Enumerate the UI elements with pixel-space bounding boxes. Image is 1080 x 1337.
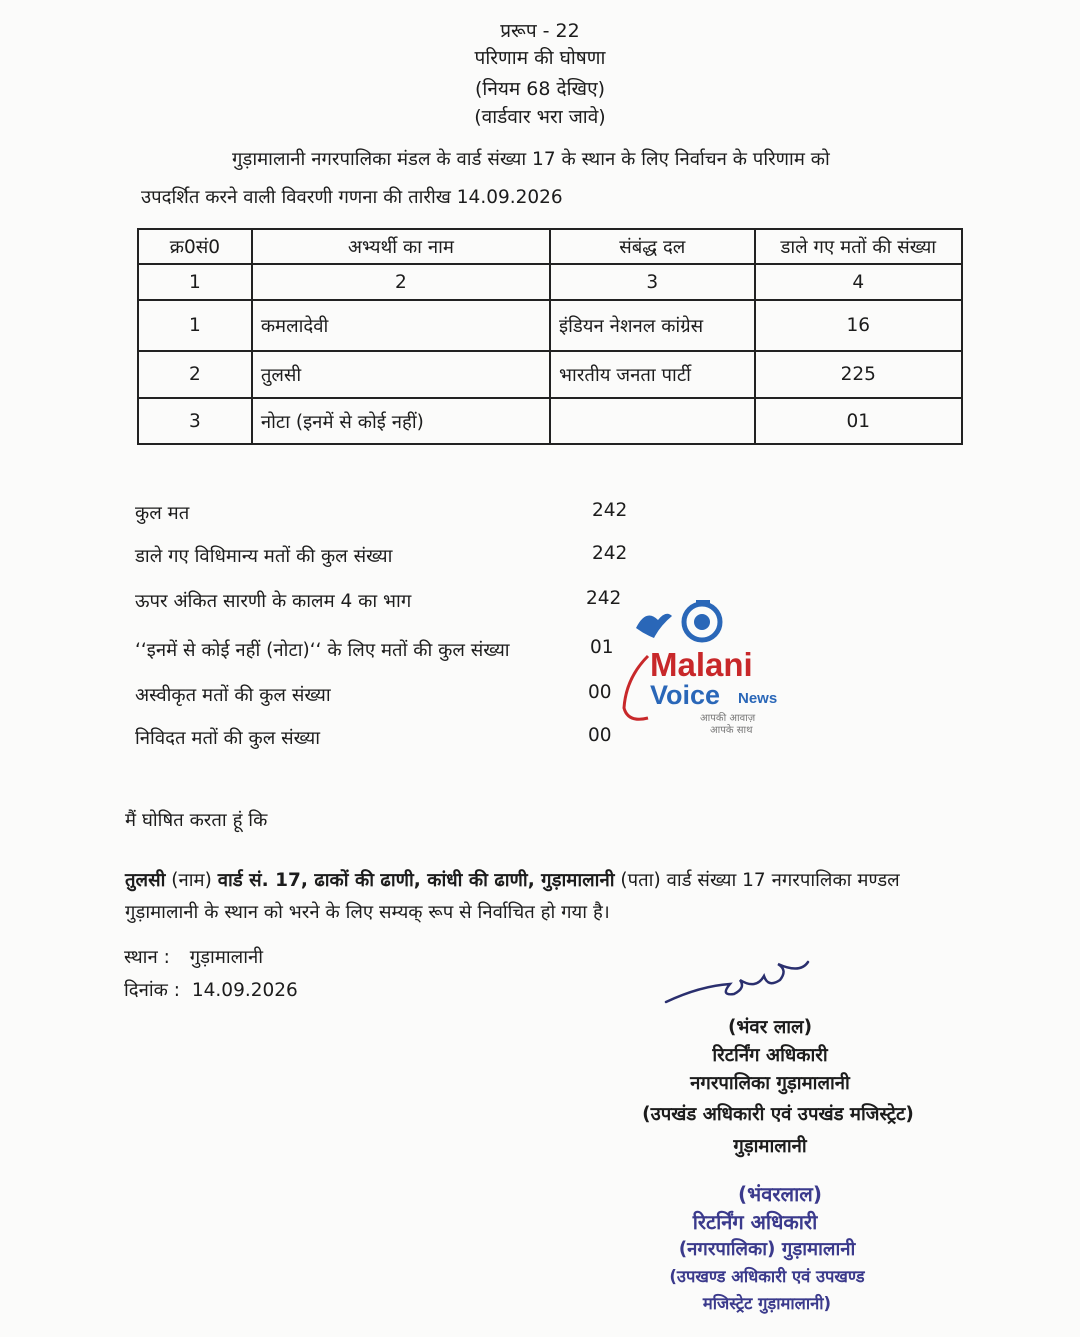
cell-party: भारतीय जनता पार्टी [550, 351, 755, 398]
date-value: 14.09.2026 [191, 980, 298, 1001]
watermark-brand-malani: Malani [650, 646, 753, 683]
table-row [138, 398, 962, 444]
stamp-line-name: (भंवरलाल) [738, 1182, 822, 1206]
name-tag: (नाम) [171, 870, 212, 891]
address-tag: (पता) [620, 870, 661, 891]
intro-line-2: उपदर्शित करने वाली विवरणी गणना की तारीख 14.09.2026 [141, 187, 563, 208]
column-number-row [138, 264, 962, 300]
malani-voice-news-watermark [618, 598, 808, 738]
col-header-sno: क्र0सं0 [138, 229, 252, 264]
col-header-party: संबंद्ध दल [550, 229, 755, 264]
col-number: 4 [755, 264, 962, 300]
summary-label-rejected: अस्वीकृत मतों की कुल संख्या [135, 685, 331, 706]
cell-candidate-name: तुलसी [252, 351, 550, 398]
declaration-rest-1: वार्ड संख्या 17 नगरपालिका मण्डल [666, 870, 900, 891]
table-row [138, 300, 962, 351]
table-header-row [138, 229, 962, 264]
col-header-votes: डाले गए मतों की संख्या [755, 229, 962, 264]
summary-value-nota: 01 [590, 637, 614, 658]
summary-label-tendered: निविदत मतों की कुल संख्या [135, 728, 321, 749]
stamp-line-place: मजिस्ट्रेट गुड़ामालानी) [702, 1294, 832, 1313]
cell-party: इंडियन नेशनल कांग्रेस [550, 300, 755, 351]
form-title: परिणाम की घोषणा [474, 47, 606, 69]
stamp-line-post: (उपखण्ड अधिकारी एवं उपखण्ड [669, 1267, 865, 1286]
col-header-name: अभ्यर्थी का नाम [252, 229, 550, 264]
summary-value-column4: 242 [586, 588, 622, 609]
stamp-line-office: (नगरपालिका) गुड़ामालानी [678, 1239, 856, 1260]
intro-line-1: गुड़ामालानी नगरपालिका मंडल के वार्ड संख्या 17 के स्थान के लिए निर्वाचन के परिणाम को [232, 149, 830, 170]
fill-note: (वार्डवार भरा जावे) [474, 106, 606, 128]
watermark-brand-voice: Voice [650, 680, 721, 710]
col-number: 1 [138, 264, 252, 300]
cell-candidate-name: कमलादेवी [252, 300, 550, 351]
cell-sno: 1 [138, 300, 252, 351]
summary-label-nota: ‘‘इनमें से कोई नहीं (नोटा)‘‘ के लिए मतों की कुल संख्या [135, 640, 510, 661]
place-label: स्थान : [124, 947, 170, 968]
summary-value-valid-votes: 242 [592, 543, 628, 564]
summary-value-tendered: 00 [588, 725, 612, 746]
results-table [137, 228, 963, 445]
col-number: 3 [550, 264, 755, 300]
date-label: दिनांक : [124, 980, 180, 1001]
cell-sno: 2 [138, 351, 252, 398]
form-number: प्ररूप - 22 [500, 20, 580, 42]
cell-votes: 225 [755, 351, 962, 398]
signatory-designation: रिटर्निंग अधिकारी [712, 1045, 828, 1066]
declaration-line-1 [125, 864, 965, 898]
cell-votes: 16 [755, 300, 962, 351]
rule-reference: (नियम 68 देखिए) [475, 78, 605, 100]
handwritten-signature [660, 950, 820, 1010]
signatory-place: गुड़ामालानी [733, 1136, 807, 1157]
cell-candidate-name: नोटा (इनमें से कोई नहीं) [252, 398, 550, 444]
elected-candidate-address: वार्ड सं. 17, ढाकों की ढाणी, कांधी की ढाणी, गुड़ामालानी [217, 870, 615, 891]
place-line [124, 944, 263, 969]
summary-label-valid-votes: डाले गए विधिमान्य मतों की कुल संख्या [135, 546, 393, 567]
watermark-tagline-2: आपके साथ [710, 725, 753, 736]
summary-value-rejected: 00 [588, 682, 612, 703]
col-number: 2 [252, 264, 550, 300]
declaration-line-2: गुड़ामालानी के स्थान को भरने के लिए सम्यक् रूप से निर्वाचित हो गया है। [125, 902, 610, 923]
signatory-name: (भंवर लाल) [727, 1017, 813, 1038]
summary-label-total-votes: कुल मत [135, 503, 190, 524]
signatory-office: नगरपालिका गुड़ामालानी [690, 1073, 850, 1094]
declaration-intro: मैं घोषित करता हूं कि [125, 810, 268, 831]
cell-sno: 3 [138, 398, 252, 444]
place-value: गुड़ामालानी [189, 947, 264, 968]
date-line [124, 977, 298, 1002]
signatory-post: (उपखंड अधिकारी एवं उपखंड मजिस्ट्रेट) [642, 1104, 914, 1125]
cell-party [550, 398, 755, 444]
stamp-line-designation: रिटर्निंग अधिकारी [692, 1210, 818, 1234]
watermark-tagline-1: आपकी आवाज़ [700, 713, 756, 724]
elected-candidate-name: तुलसी [125, 870, 166, 891]
cell-votes: 01 [755, 398, 962, 444]
summary-value-total-votes: 242 [592, 500, 628, 521]
table-row [138, 351, 962, 398]
summary-label-column4: ऊपर अंकित सारणी के कालम 4 का भाग [135, 591, 412, 612]
watermark-brand-news: News [738, 690, 778, 707]
